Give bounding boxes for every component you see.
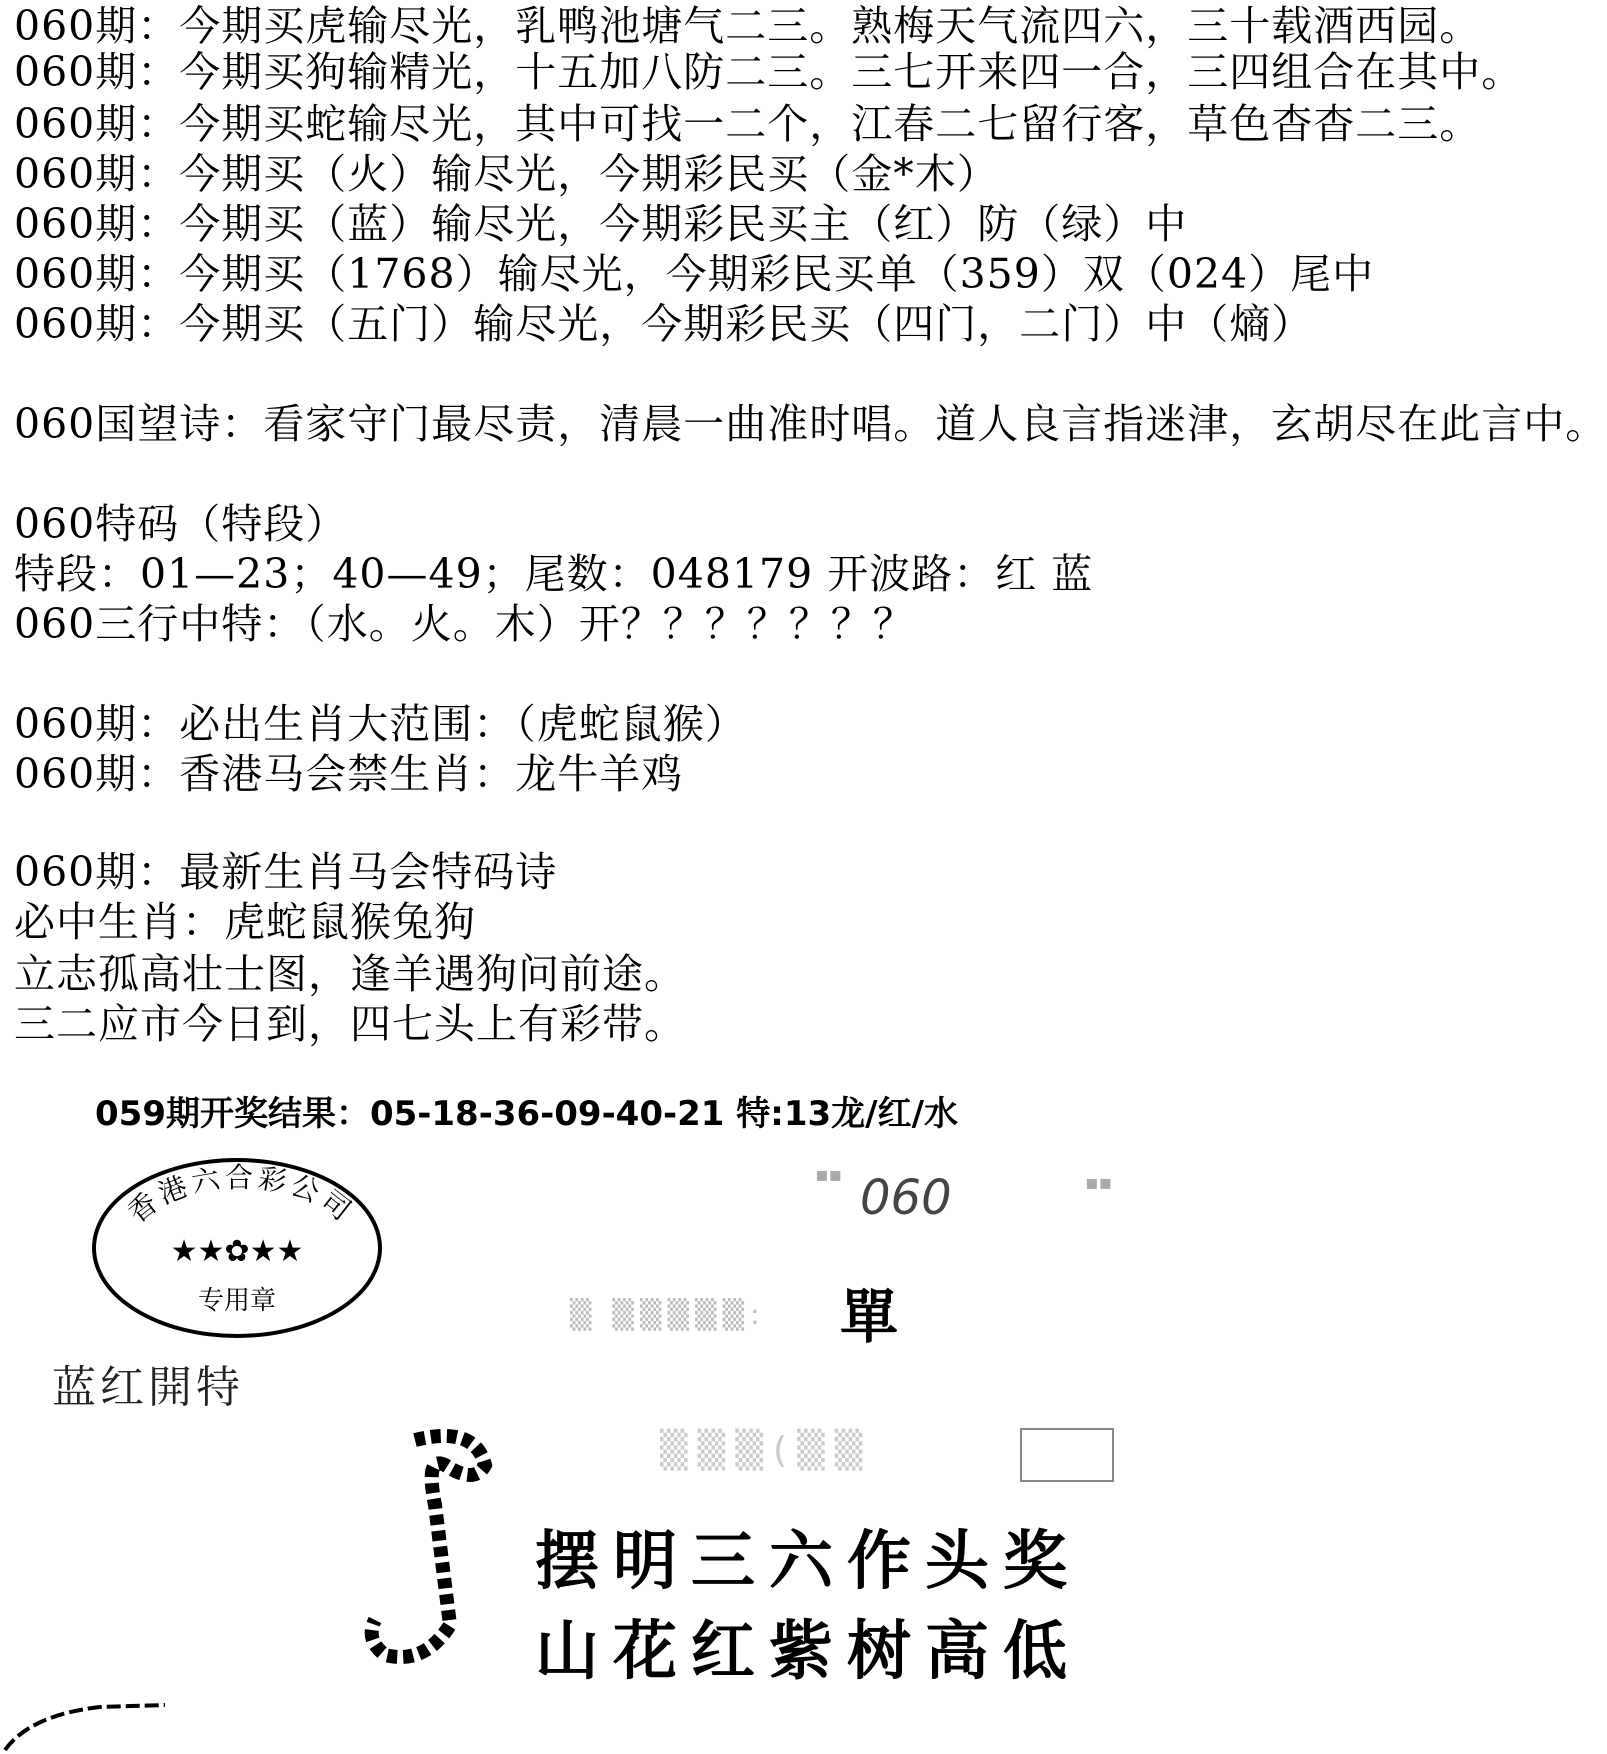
poem-verse: 立志孤高壮士图，逢羊遇狗问前途。 <box>14 950 686 998</box>
decorative-swirl-icon <box>355 1425 505 1670</box>
special-segment-line: 特段：01—23；40—49；尾数：048179 开波路：红 蓝 <box>14 550 1094 598</box>
handshake-icon <box>1020 1428 1114 1482</box>
svg-text:香港六合彩公司 <box>122 1162 361 1229</box>
zodiac-poem-heading: 060期：最新生肖马会特码诗 <box>14 848 558 896</box>
poem-verse: 三二应市今日到，四七头上有彩带。 <box>14 1000 686 1048</box>
draw-result: 059期开奖结果：05-18-36-09-40-21 特:13龙/红/水 <box>95 1094 958 1134</box>
text-line: 060期：今期买（蓝）输尽光，今期彩民买主（红）防（绿）中 <box>14 200 1188 248</box>
text-line: 060期：今期买（1768）输尽光，今期彩民买单（359）双（024）尾中 <box>14 250 1375 298</box>
text-line: 060期：今期买（火）输尽光，今期彩民买（金*木） <box>14 150 999 198</box>
faded-mark: ▪▪ <box>815 1162 843 1186</box>
faded-mark: ▪▪ <box>1085 1170 1113 1194</box>
color-label: 蓝红開特 <box>52 1362 244 1413</box>
faded-row: ▒ ▒▒▒▒▒: <box>570 1298 766 1331</box>
three-elements-line: 060三行中特：（水。火。木）开？？？？？？？ <box>14 600 915 648</box>
text-line: 060期：今期买虎输尽光，乳鸭池塘气二三。熟梅天气流四六，三十载酒西园。 <box>14 2 1482 50</box>
must-zodiac-line: 必中生肖：虎蛇鼠猴兔狗 <box>14 898 476 946</box>
bold-poem-line: 山花红紫树高低 <box>535 1615 1081 1689</box>
special-code-heading: 060特码（特段） <box>14 500 348 548</box>
corner-scribble <box>0 1695 170 1754</box>
forbidden-zodiac-line: 060期：香港马会禁生肖：龙牛羊鸡 <box>14 750 684 798</box>
zodiac-range-line: 060期：必出生肖大范围：（虎蛇鼠猴） <box>14 700 747 748</box>
stamp-stars: ★★✿★★ <box>170 1234 304 1269</box>
poem-line: 060国望诗：看家守门最尽责，清晨一曲准时唱。道人良言指迷津，玄胡尽在此言中。 <box>14 400 1607 448</box>
text-line: 060期：今期买（五门）输尽光，今期彩民买（四门，二门）中（熵） <box>14 300 1314 348</box>
issue-mark: 060 <box>860 1170 952 1226</box>
official-stamp <box>92 1158 382 1338</box>
dan-char: 單 <box>840 1283 900 1351</box>
bold-poem-line: 摆明三六作头奖 <box>535 1525 1081 1599</box>
faded-ornament: ▒▒▒(▒▒ <box>660 1430 873 1471</box>
stamp-org-name: 香港六合彩公司 <box>121 1162 361 1230</box>
stamp-use-label: 专用章 <box>197 1286 276 1316</box>
text-line: 060期：今期买蛇输尽光，其中可找一二个，江春二七留行客，草色杳杳二三。 <box>14 100 1482 148</box>
text-line: 060期：今期买狗输精光，十五加八防二三。三七开来四一合，三四组合在其中。 <box>14 48 1524 96</box>
